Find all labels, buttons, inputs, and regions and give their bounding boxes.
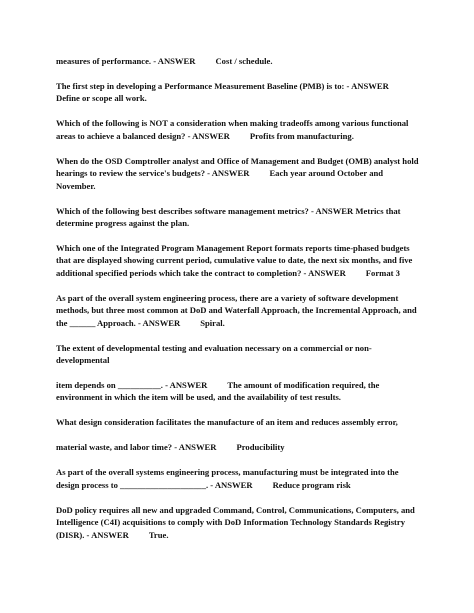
- question-text: As part of the overall system engineering process, there are a variety of software development methods, but three most common at DoD and Waterfall Approach, the Incremental Approach, and the ______ Approach. - ANSWER: [56, 292, 417, 328]
- qa-entry-4: [56, 155, 422, 192]
- question-text: item depends on __________. - ANSWER: [56, 380, 208, 391]
- question-text: material waste, and labor time? - ANSWER: [56, 442, 217, 453]
- qa-entry-6: [56, 242, 422, 279]
- answer-text: Each year around October and November.: [56, 168, 384, 191]
- qa-entry-2: [56, 80, 422, 105]
- qa-entry-12: [56, 466, 422, 491]
- qa-entry-9: [56, 379, 422, 404]
- qa-entry-1: [56, 55, 422, 67]
- qa-entry-8: [56, 342, 422, 367]
- question-text: DoD policy requires all new and upgraded Command, Control, Communications, Computers, and Intelligence (C4I) acquisitions to comply with DoD Information Technology Standards Registry (DISR). - ANSWER: [56, 504, 415, 540]
- answer-text: Profits from manufacturing.: [249, 130, 354, 141]
- question-text: What design consideration facilitates the manufacture of an item and reduces assembly error,: [56, 417, 398, 428]
- qa-entry-10: [56, 416, 422, 428]
- answer-text: Metrics that determine progress against the plan.: [56, 205, 401, 229]
- qa-entry-13: [56, 504, 422, 541]
- question-text: Which one of the Integrated Program Management Report formats reports time-phased budgets that are displayed showing current period, cumulative value to date, the next six months, and five additional specified periods which take the contract to completion? - ANSWER: [56, 243, 413, 278]
- question-text: measures of performance. - ANSWER: [56, 56, 196, 66]
- answer-text: Spiral.: [200, 317, 225, 328]
- qa-list: [56, 55, 422, 554]
- answer-text: The amount of modification required, the environment in which the item will be used, and the availability of test results.: [56, 380, 380, 403]
- question-text: Which of the following is NOT a consideration when making tradeoffs among various functional areas to achieve a balanced design? - ANSWER: [56, 118, 409, 141]
- answer-text: True.: [148, 529, 169, 540]
- question-text: Which of the following best describes software management metrics? - ANSWER: [56, 205, 354, 216]
- question-text: As part of the overall systems engineering process, manufacturing must be integrated into the design process to ____________________. - ANSWER: [56, 467, 399, 490]
- question-text: The extent of developmental testing and evaluation necessary on a commercial or non-developmental: [56, 342, 372, 366]
- answer-text: Define or scope all work.: [56, 93, 147, 104]
- answer-text: Cost / schedule.: [215, 56, 273, 66]
- answer-text: Producibility: [236, 442, 285, 453]
- qa-entry-3: [56, 117, 422, 142]
- qa-entry-7: [56, 292, 422, 329]
- question-text: When do the OSD Comptroller analyst and Office of Management and Budget (OMB) analyst hold hearings to review the service's budgets? - ANSWER: [56, 155, 419, 179]
- qa-entry-11: [56, 441, 422, 453]
- answer-text: Format 3: [365, 267, 400, 278]
- question-text: The first step in developing a Performance Measurement Baseline (PMB) is to: - ANSWER: [56, 81, 389, 91]
- answer-text: Reduce program risk: [272, 479, 351, 490]
- qa-entry-5: [56, 205, 422, 230]
